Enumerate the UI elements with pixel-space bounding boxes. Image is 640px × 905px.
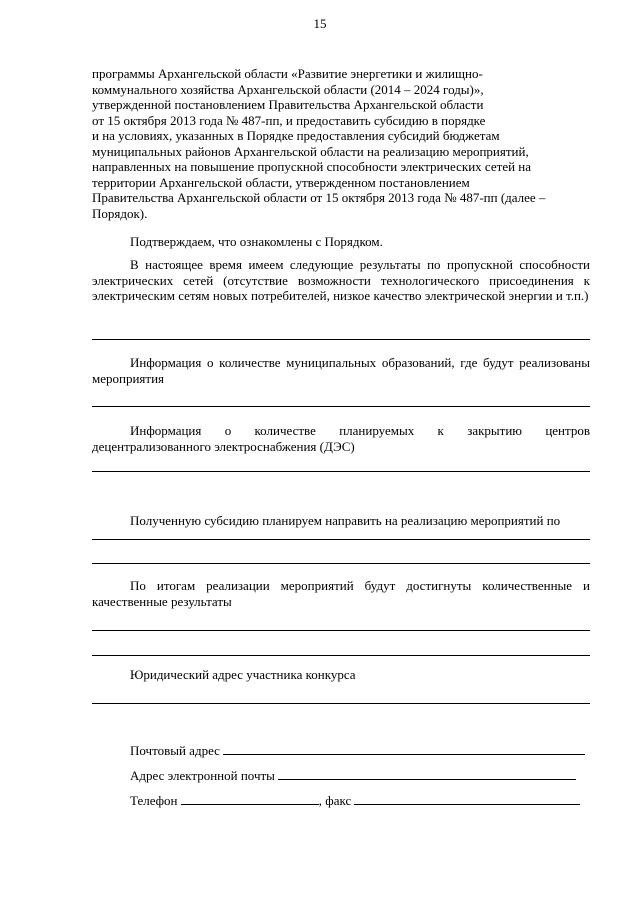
subsidy-direction-text: Полученную субсидию планируем направить на реализацию мероприятий по [130,513,561,528]
legal-address-fill-line[interactable] [92,703,590,704]
phone-fax-row [130,792,580,809]
phone-field[interactable] [181,792,319,805]
subsidy-fill-line-2[interactable] [92,563,590,564]
intro-line: и на условиях, указанных в Порядке предоставления субсидий бюджетам [92,128,500,143]
email-label: Адрес электронной почты [130,768,275,783]
intro-line: территории Архангельской области, утвержденном постановлением [92,174,470,190]
email-row [130,767,576,784]
municipalities-fill-line[interactable] [92,406,590,407]
fax-label: , факс [318,793,352,808]
phone-label: Телефон [130,793,178,808]
intro-line: программы Архангельской области «Развитие энергетики и жилищно- [92,66,483,81]
postal-address-field[interactable] [223,742,585,755]
intro-line: Правительства Архангельской области от 15 октября 2013 года № 487-пп (далее – [92,190,546,205]
municipalities-info-paragraph: Информация о количестве муниципальных образований, где будут реализованы мероприятия [92,355,590,386]
intro-line: от 15 октября 2013 года № 487-пп, и предоставить субсидию в порядке [92,112,486,128]
current-results-fill-line[interactable] [92,339,590,340]
postal-address-row [130,742,585,759]
fax-field[interactable] [354,792,580,805]
postal-address-label: Почтовый адрес [130,743,220,758]
current-results-paragraph: В настоящее время имеем следующие результаты по пропускной способности электрических сетей (отсутствие возможности технологического присоединения к электрическим сетям новых потребителей, низкое качество электрической энергии и т.п.) [92,257,590,303]
email-field[interactable] [278,767,576,780]
intro-paragraph [92,66,590,221]
des-fill-line[interactable] [92,471,590,472]
page-number: 15 [313,16,327,31]
confirm-statement: Подтверждаем, что ознакомлены с Порядком. [130,234,383,249]
results-fill-line-2[interactable] [92,655,590,656]
intro-line: муниципальных районов Архангельской области на реализацию мероприятий, [92,143,529,159]
des-info-paragraph: Информация о количестве планируемых к закрытию центров децентрализованного электроснабжения (ДЭС) [92,423,590,454]
intro-line: утвержденной постановлением Правительства Архангельской области [92,97,484,112]
intro-line: направленных на повышение пропускной способности электрических сетей на [92,159,532,174]
intro-line: коммунального хозяйства Архангельской области (2014 – 2024 годы)», [92,81,484,97]
subsidy-fill-line-1[interactable] [92,539,590,540]
legal-address-label: Юридический адрес участника конкурса [130,667,356,682]
results-fill-line-1[interactable] [92,630,590,631]
results-paragraph: По итогам реализации мероприятий будут достигнуты количественные и качественные результаты [92,578,590,609]
intro-line: Порядок). [92,205,148,221]
